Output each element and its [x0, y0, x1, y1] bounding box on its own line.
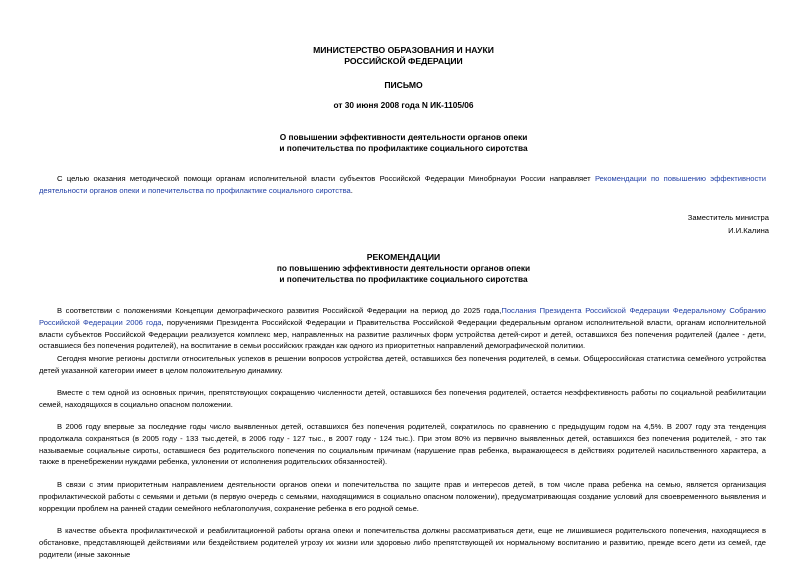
subject-line-2: и попечительства по профилактике социального сиротства — [279, 143, 528, 153]
ministry-line-1: МИНИСТЕРСТВО ОБРАЗОВАНИЯ И НАУКИ — [313, 45, 494, 55]
paragraph-3: Вместе с тем одной из основных причин, препятствующих сокращению численности детей, оставшихся без попечения родителей, остается неэффективность работы по социальной реабилитации семей, находящихся в социально опасном положении. — [39, 388, 766, 409]
paragraph-1 — [39, 305, 766, 352]
recommendations-subtitle — [0, 263, 807, 285]
paragraph-1-text-end: , поручениями Президента Российской Федерации и Правительства Российской Федерации федеральным органом исполнительной власти, органам исполнительной власти субъектов Российской Федерации реализуется комплекс мер, направленных на развитие различных форм устройства детей-сирот и детей, оставшихся без попечения родителей (далее - дети, оставшиеся без попечения родителей), на воспитание в семьи российских граждан как одного из приоритетных направлений демографической политики. — [39, 317, 766, 351]
recommendations-link[interactable]: Рекомендации по повышению эффективности деятельности органов опеки и попечительства по профилактике социального сиротства — [39, 174, 766, 195]
ministry-title — [0, 45, 807, 67]
document-type: ПИСЬМО — [384, 80, 423, 90]
paragraph-1-text: В соответствии с положениями Концепции демографического развития Российской Федерации на период до 2025 года, — [57, 306, 502, 315]
signature-name: И.И.Калина — [728, 226, 769, 235]
paragraph-2: Сегодня многие регионы достигли относительных успехов в решении вопросов устройства детей, оставшихся без попечения родителей, в семьи. Общероссийская статистика семейного устройства детей указанной категории имеет в целом положительную динамику. — [39, 354, 766, 375]
ministry-line-2: РОССИЙСКОЙ ФЕДЕРАЦИИ — [344, 56, 463, 66]
recommendations-subtitle-line-2: и попечительства по профилактике социального сиротства — [279, 274, 528, 284]
paragraph-6: В качестве объекта профилактической и реабилитационной работы органа опеки и попечительства должны рассматриваться дети, еще не лишившиеся родительского попечения, находящиеся в обстановке, представляющей действиями или бездействием родителей угрозу их жизни или здоровью либо препятствующей их нормальному воспитанию и развитию, прежде всего дети из семей, где родители (иные законные — [39, 526, 766, 559]
document-date-number: от 30 июня 2008 года N ИК-1105/06 — [333, 100, 474, 110]
recommendations-title: РЕКОМЕНДАЦИИ — [366, 252, 441, 262]
paragraph-5: В связи с этим приоритетным направлением деятельности органов опеки и попечительства по защите прав и интересов детей, в том числе права ребенка на семью, является организация профилактической работы с семьями и детьми (в первую очередь с семьями, находящимися в социально опасном положении), предусматривающая создание условий для своевременного выявления и коррекции проблем на ранней стадии семейного неблагополучия, сохранение ребенка в его родной семье. — [39, 480, 766, 513]
presidential-address-link[interactable]: Послания Президента Российской Федерации Федеральному Собранию Российской Федерации 2006 года — [39, 306, 766, 327]
intro-text: С целью оказания методической помощи органам исполнительной власти субъектов Российской Федерации Минобрнауки России направляет — [57, 174, 595, 183]
intro-text-end: . — [350, 185, 353, 195]
recommendations-subtitle-line-1: по повышению эффективности деятельности органов опеки — [276, 263, 531, 273]
paragraph-4: В 2006 году впервые за последние годы число выявленных детей, оставшихся без попечения родителей, сократилось по сравнению с предыдущим годом на 4,5%. В 2007 году эта тенденция продолжала сохраняться (в 2005 году - 133 тыс.детей, в 2006 году - 127 тыс., в 2007 году - 124 тыс.). При этом 80% из первично выявленных детей, оставшихся без попечения родителей, - это так называемые социальные сироты, оставшиеся без родительского попечения по социальным причинам (нарушение прав ребенка, выражающееся в действиях родителей насильственного характера, а также в пренебрежении нуждами ребенка, уклонении от исполнения родительских обязанностей). — [39, 422, 766, 467]
document-subject — [0, 132, 807, 154]
signature-position: Заместитель министра — [687, 213, 769, 222]
subject-line-1: О повышении эффективности деятельности органов опеки — [279, 132, 528, 142]
intro-paragraph — [39, 173, 766, 197]
signature-block — [688, 211, 769, 237]
